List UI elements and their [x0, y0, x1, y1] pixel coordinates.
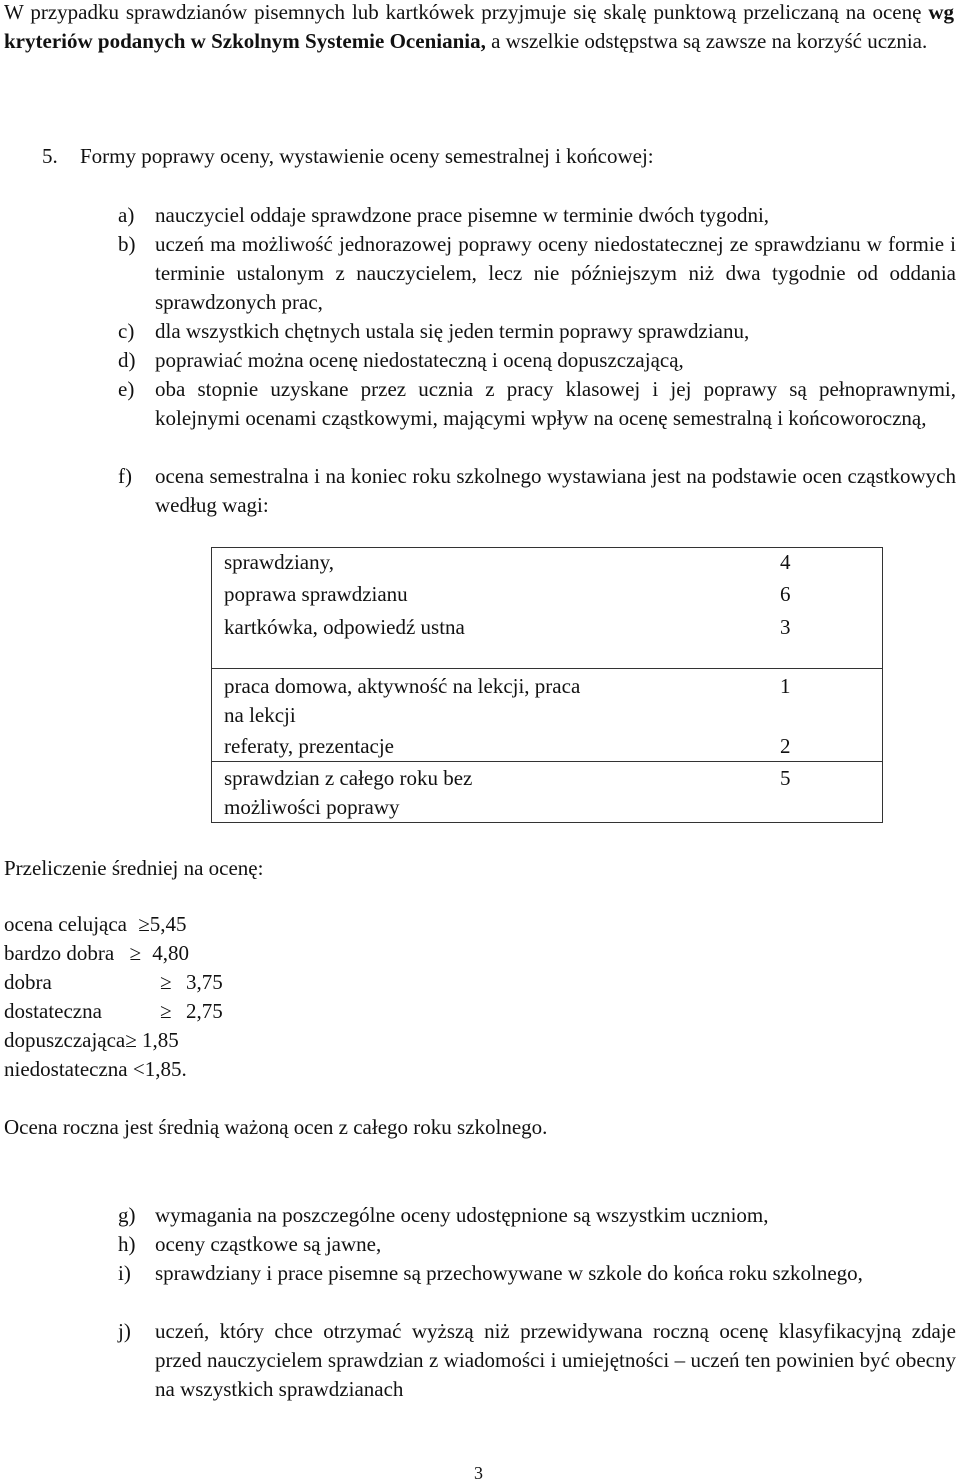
conversion-title: Przeliczenie średniej na ocenę:	[4, 856, 264, 880]
weight-name: kartkówka, odpowiedź ustna	[224, 615, 465, 639]
grade-threshold: 1,85	[142, 1028, 179, 1052]
weight-name: sprawdziany,	[224, 550, 335, 574]
grade-name: dobra	[4, 970, 52, 994]
weight-value: 3	[780, 615, 791, 639]
weight-value: 6	[780, 582, 791, 606]
list-item-j	[118, 1317, 956, 1404]
list-label: e)	[118, 377, 135, 401]
weight-name: poprawa sprawdzianu	[224, 582, 408, 606]
intro-bold-text: wg kryteriów podanych w Szkolnym Systemie Oceniania,	[4, 0, 954, 53]
table-row	[224, 548, 884, 577]
grade-row	[4, 997, 223, 1026]
grade-symbol: ≥	[160, 970, 172, 994]
list-label: h)	[118, 1232, 136, 1256]
list-item-text: sprawdziany i prace pisemne są przechowywane w szkole do końca roku szkolnego,	[155, 1261, 863, 1285]
list-label: g)	[118, 1203, 136, 1227]
list-item-c	[118, 317, 956, 346]
grade-symbol: ≥	[138, 912, 150, 936]
list-item-text: uczeń ma możliwość jednorazowej poprawy oceny niedostatecznej ze sprawdzianu w formie i terminie ustalonym z nauczycielem, lecz nie późniejszym niż dwa tygodnie od oddania sprawdzonych prac,	[155, 232, 956, 314]
weight-value: 2	[780, 734, 791, 758]
list-label: f)	[118, 464, 132, 488]
weight-name: referaty, prezentacje	[224, 734, 394, 758]
grade-name: niedostateczna	[4, 1057, 128, 1081]
section-number: 5.	[42, 144, 58, 168]
grade-threshold: 2,75	[186, 999, 223, 1023]
weight-value: 5	[780, 766, 791, 790]
weight-value: 1	[780, 674, 791, 698]
list-item-text: wymagania na poszczególne oceny udostępnione są wszystkim uczniom,	[155, 1203, 769, 1227]
intro-paragraph	[4, 0, 954, 56]
page-number: 3	[474, 1463, 483, 1483]
grade-name: ocena celująca	[4, 912, 127, 936]
table-divider	[211, 761, 883, 762]
grade-name: bardzo dobra	[4, 941, 115, 965]
grade-name: dostateczna	[4, 999, 102, 1023]
list-item-text: oba stopnie uzyskane przez ucznia z pracy klasowej i jej poprawy są pełnoprawnymi, kolejnymi ocenami cząstkowymi, mającymi wpływ na ocenę semestralną i końcoworoczną,	[155, 377, 956, 430]
list-label: b)	[118, 232, 136, 256]
intro-text-1: W przypadku sprawdzianów pisemnych lub kartkówek przyjmuje się skalę punktową przeliczaną na ocenę	[4, 0, 929, 24]
table-row	[224, 732, 884, 761]
grade-row	[4, 939, 189, 968]
list-item-d	[118, 346, 956, 375]
list-item-i	[118, 1259, 956, 1288]
grade-row	[4, 968, 223, 997]
grade-threshold: 3,75	[186, 970, 223, 994]
table-row	[224, 580, 884, 609]
list-label: j)	[118, 1319, 131, 1343]
list-item-text: poprawiać można ocenę niedostateczną i oceną dopuszczającą,	[155, 348, 684, 372]
list-item-text: ocena semestralna i na koniec roku szkolnego wystawiana jest na podstawie ocen cząstkowych według wagi:	[155, 464, 956, 517]
grade-threshold: 4,80	[152, 941, 189, 965]
intro-text-2: a wszelkie odstępstwa są zawsze na korzyść ucznia.	[485, 29, 928, 53]
table-divider	[211, 668, 883, 669]
grade-threshold: 1,85.	[144, 1057, 187, 1081]
annual-grade-note: Ocena roczna jest średnią ważoną ocen z całego roku szkolnego.	[4, 1115, 548, 1139]
grade-symbol: ≥	[129, 941, 141, 965]
grade-row	[4, 1026, 179, 1055]
list-label: a)	[118, 203, 135, 227]
list-label: c)	[118, 319, 135, 343]
list-item-text: uczeń, który chce otrzymać wyższą niż przewidywana roczną ocenę klasyfikacyjną zdaje przed nauczycielem sprawdzian z wiadomości i umiejętności – uczeń ten powinien być obecny na wszystkich sprawdzianach	[155, 1319, 956, 1401]
list-item-text: oceny cząstkowe są jawne,	[155, 1232, 382, 1256]
weight-name: sprawdzian z całego roku bez możliwości poprawy	[224, 766, 473, 819]
list-item-b	[118, 230, 956, 317]
table-row	[224, 672, 884, 730]
table-row	[224, 613, 884, 642]
table-row	[224, 764, 884, 822]
list-label: d)	[118, 348, 136, 372]
grade-name: dopuszczająca	[4, 1028, 126, 1052]
section-heading	[42, 142, 942, 171]
grade-symbol: ≥	[160, 999, 172, 1023]
grade-symbol: <	[132, 1057, 145, 1081]
list-item-f	[118, 462, 956, 520]
grade-symbol: ≥	[125, 1028, 137, 1052]
list-item-text: nauczyciel oddaje sprawdzone prace pisemne w terminie dwóch tygodni,	[155, 203, 770, 227]
list-item-a	[118, 201, 956, 230]
section-title: Formy poprawy oceny, wystawienie oceny semestralnej i końcowej:	[80, 144, 654, 168]
grade-row	[4, 910, 187, 939]
list-item-g	[118, 1201, 956, 1230]
list-label: i)	[118, 1261, 131, 1285]
grade-threshold: 5,45	[149, 912, 187, 936]
grade-row	[4, 1055, 187, 1084]
list-item-text: dla wszystkich chętnych ustala się jeden termin poprawy sprawdzianu,	[155, 319, 750, 343]
weight-name: praca domowa, aktywność na lekcji, praca na lekcji	[224, 674, 581, 727]
list-item-e	[118, 375, 956, 433]
list-item-h	[118, 1230, 956, 1259]
weight-value: 4	[780, 550, 791, 574]
